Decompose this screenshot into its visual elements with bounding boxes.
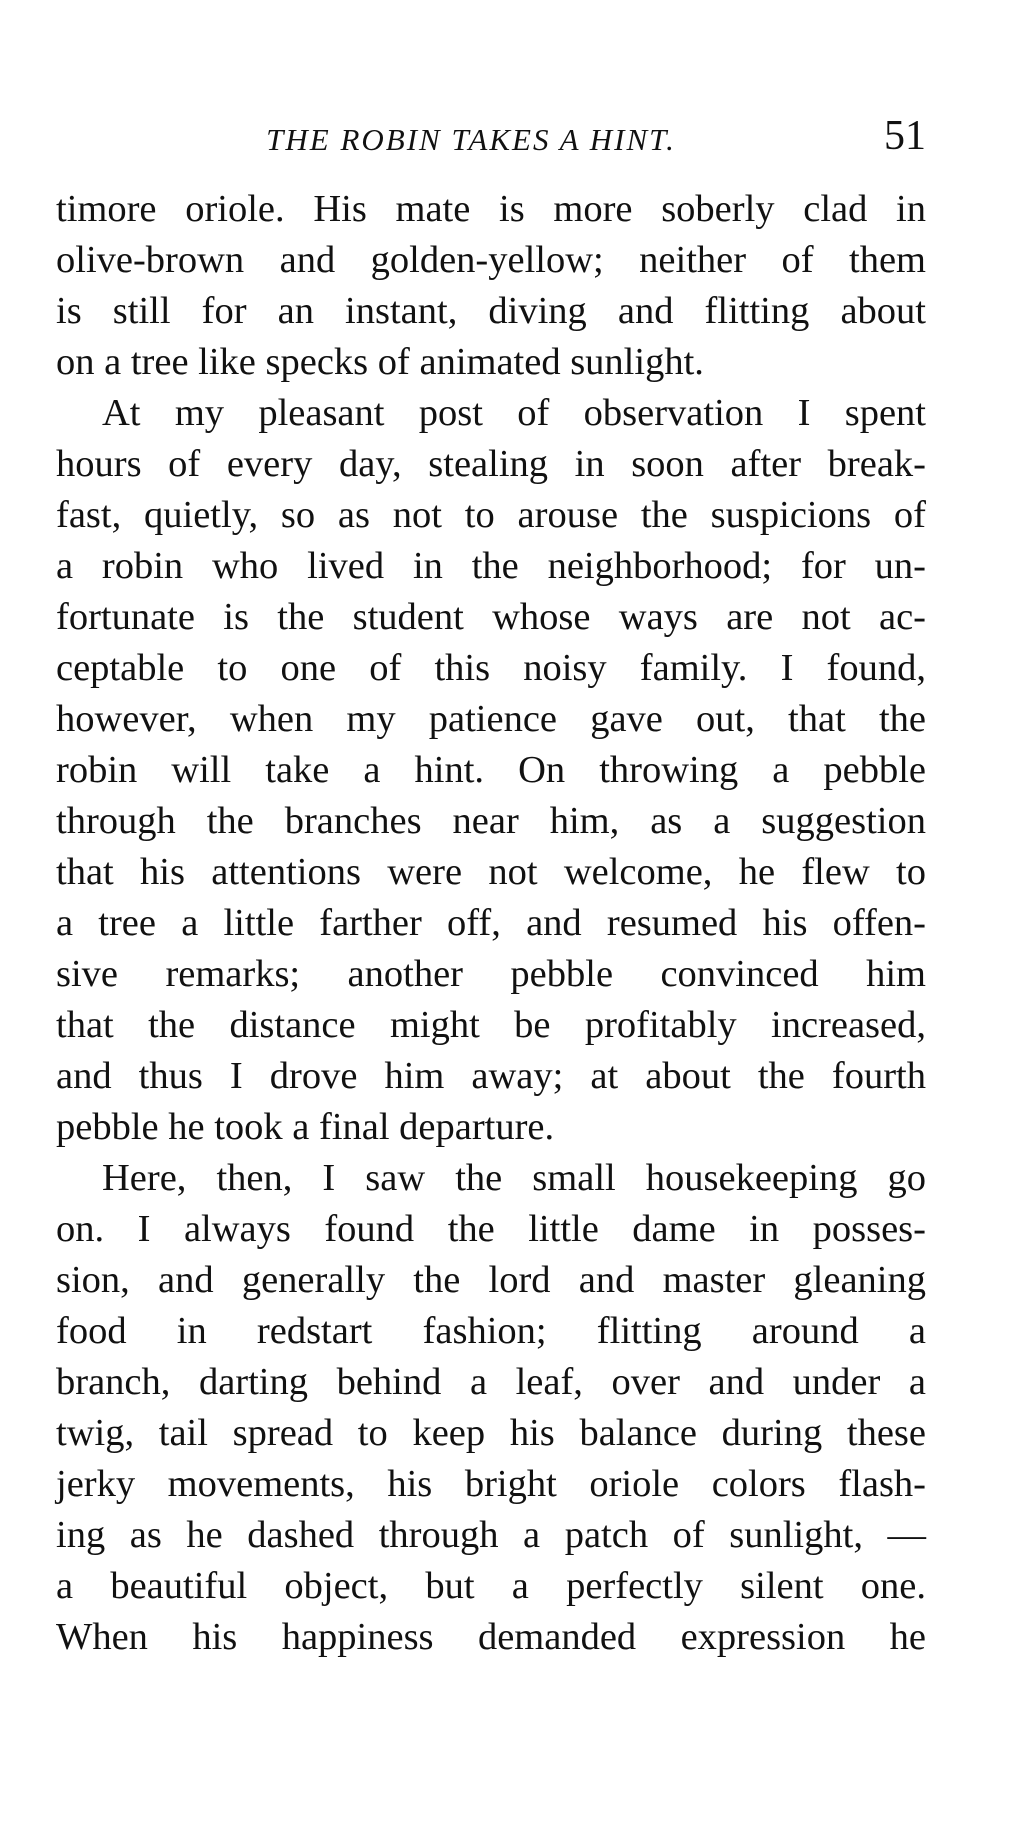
text-line: a tree a little farther off, and resumed his offen- — [56, 902, 926, 944]
text-line: fast, quietly, so as not to arouse the suspicions of — [56, 494, 926, 536]
text-line: is still for an instant, diving and flitting about — [56, 290, 926, 332]
text-line: jerky movements, his bright oriole colors flash- — [56, 1463, 926, 1505]
text-line: olive-brown and golden-yellow; neither of them — [56, 239, 926, 281]
text-line: timore oriole. His mate is more soberly clad in — [56, 188, 926, 230]
text-line: through the branches near him, as a suggestion — [56, 800, 926, 842]
text-line: however, when my patience gave out, that the — [56, 698, 926, 740]
text-line: At my pleasant post of observation I spent — [102, 392, 926, 434]
body-text — [56, 184, 926, 1663]
text-line: and thus I drove him away; at about the fourth — [56, 1055, 926, 1097]
text-line: Here, then, I saw the small housekeeping go — [102, 1157, 926, 1199]
text-line: pebble he took a final departure. — [56, 1106, 555, 1148]
text-line: branch, darting behind a leaf, over and under a — [56, 1361, 926, 1403]
text-line: that his attentions were not welcome, he flew to — [56, 851, 926, 893]
text-line: a robin who lived in the neighborhood; for un- — [56, 545, 926, 587]
text-line: food in redstart fashion; flitting around a — [56, 1310, 926, 1352]
text-line: on. I always found the little dame in posses- — [56, 1208, 926, 1250]
text-line: fortunate is the student whose ways are not ac- — [56, 596, 926, 638]
page-number: 51 — [884, 113, 926, 159]
text-line: hours of every day, stealing in soon after break- — [56, 443, 926, 485]
text-line: a beautiful object, but a perfectly silent one. — [56, 1565, 926, 1607]
running-title: THE ROBIN TAKES A HINT. — [266, 122, 676, 157]
text-line: sive remarks; another pebble convinced him — [56, 953, 926, 995]
text-line: ing as he dashed through a patch of sunlight, — — [56, 1514, 926, 1556]
text-line: that the distance might be profitably increased, — [56, 1004, 926, 1046]
text-line: twig, tail spread to keep his balance during these — [56, 1412, 926, 1454]
text-line: ceptable to one of this noisy family. I found, — [56, 647, 926, 689]
text-line: robin will take a hint. On throwing a pebble — [56, 749, 926, 791]
text-line: on a tree like specks of animated sunlight. — [56, 341, 704, 383]
text-line: When his happiness demanded expression he — [56, 1616, 926, 1658]
text-line: sion, and generally the lord and master gleaning — [56, 1259, 926, 1301]
running-head — [56, 112, 926, 172]
